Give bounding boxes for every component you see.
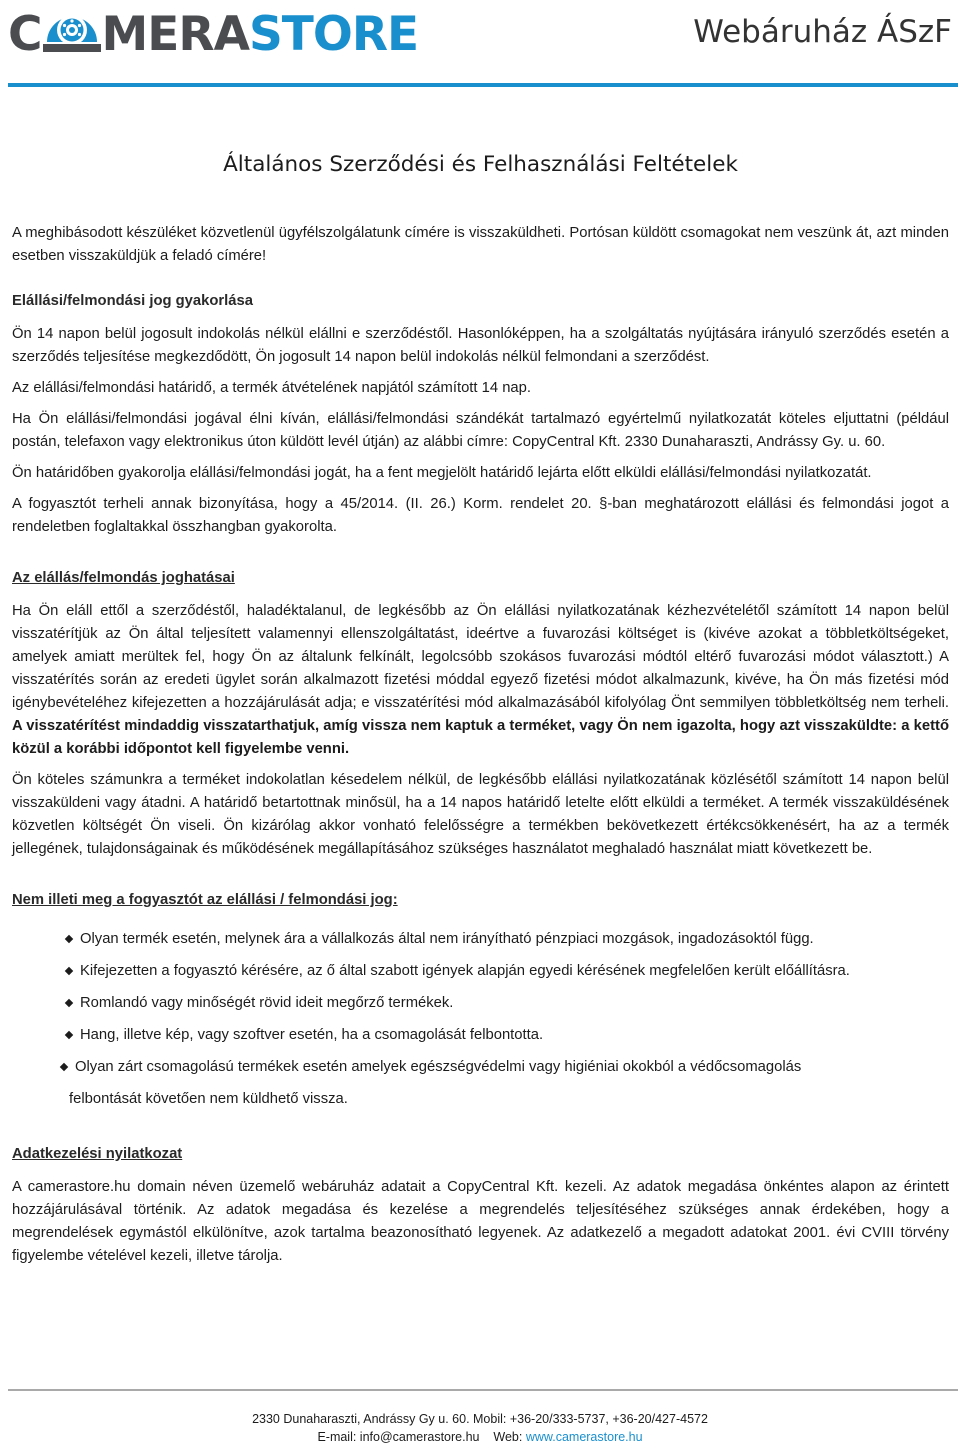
page-footer <box>0 1410 960 1446</box>
exceptions-list <box>12 928 949 1111</box>
withdrawal-heading: Elállási/felmondási jog gyakorlása <box>12 293 253 309</box>
logo-text-mera: MERA <box>101 6 249 62</box>
diamond-bullet-icon <box>60 1063 68 1071</box>
page-header <box>0 0 960 100</box>
list-item-text: Kifejezetten a fogyasztó kérésére, az ő által szabott igények alapján egyedi kérésének megfelelően került előállításra. <box>80 963 850 979</box>
withdrawal-paragraph-1: Ön 14 napon belül jogosult indokolás nélkül elállni e szerződéstől. Hasonlóképpen, ha a szolgáltatás nyújtására irányuló szerződés esetén a szerződés teljesítése megkezdődött, Ön jogosult 14 napon belül indokolás nélkül felmondani a szerződést. <box>12 326 949 365</box>
diamond-bullet-icon <box>65 999 73 1007</box>
withdrawal-paragraph-2: Az elállási/felmondási határidő, a termék átvételének napjától számított 14 nap. <box>12 380 532 396</box>
list-item-continuation: felbontását követően nem küldhető vissza. <box>69 1091 348 1107</box>
privacy-paragraph: A camerastore.hu domain néven üzemelő webáruház adatait a CopyCentral Kft. kezeli. Az adatok megadása önkéntes alapon az érintett hozzájárulásával történik. Az adatok megadása és kezelése a megrendelés teljesítéséhez szükséges annak érdekében, hogy a megrendelések egymástól elkülönítve, azok tartalma beazonosítható legyenek. Az adatkezelő a megadott adatokat 2001. évi CVIII törvény figyelembe vételével kezeli, illetve tárolja. <box>12 1179 949 1264</box>
diamond-bullet-icon <box>65 967 73 975</box>
list-item <box>80 928 949 951</box>
effects-paragraph-1 <box>12 600 949 761</box>
effects-paragraph-1-bold: A visszatérítést mindaddig visszatarthatjuk, amíg vissza nem kaptuk a terméket, vagy Ön nem igazolta, hogy azt visszaküldte: a kettő közül a korábbi időpontot kell figyelembe venni. <box>12 718 949 757</box>
camera-lens-icon <box>43 2 101 60</box>
effects-paragraph-2: Ön köteles számunkra a terméket indokolatlan késedelem nélkül, de legkésőbb elállási nyilatkozatának közlésétől számított 14 napon belül visszaküldeni vagy átadni. A határidő betartottnak minősül, ha a 14 napos határidő letelte előtt elküldi a terméket. A termék visszaküldésének közvetlen költségét Ön viseli. Ön kizárólag akkor vonható felelősségre a termékben bekövetkezett értékcsökkenésért, ha az a termék jellegének, tulajdonságainak és működésének megállapításához szükséges használatot meghaladó használat miatt következett be. <box>12 772 949 857</box>
footer-divider <box>8 1389 958 1391</box>
list-item-text: Olyan zárt csomagolású termékek esetén amelyek egészségvédelmi vagy higiéniai okokból a védőcsomagolás <box>75 1059 802 1075</box>
footer-address: 2330 Dunaharaszti, Andrássy Gy u. 60. Mobil: +36-20/333-5737, +36-20/427-4572 <box>252 1412 708 1426</box>
list-item-text: Romlandó vagy minőségét rövid ideit megőrző termékek. <box>80 995 454 1011</box>
footer-web-link[interactable]: www.camerastore.hu <box>525 1430 643 1444</box>
privacy-heading: Adatkezelési nyilatkozat <box>12 1146 183 1162</box>
logo-text-store: STORE <box>248 6 419 62</box>
list-item-text: Hang, illetve kép, vagy szoftver esetén, ha a csomagolását felbontotta. <box>80 1027 544 1043</box>
document-body <box>12 152 949 1276</box>
effects-heading: Az elállás/felmondás joghatásai <box>12 570 235 586</box>
header-divider <box>8 83 958 87</box>
footer-email[interactable]: E-mail: info@camerastore.hu <box>317 1430 480 1444</box>
list-item <box>80 1024 949 1047</box>
diamond-bullet-icon <box>65 1031 73 1039</box>
footer-contact <box>0 1428 960 1446</box>
logo-text-c: C <box>8 6 42 62</box>
page-header-title: Webáruház ÁSzF <box>693 14 952 50</box>
camerastore-logo[interactable] <box>8 2 418 66</box>
exceptions-heading: Nem illeti meg a fogyasztót az elállási / felmondási jog: <box>12 892 398 908</box>
withdrawal-paragraph-4: Ön határidőben gyakorolja elállási/felmondási jogát, ha a fent megjelölt határidő lejárta előtt elküldi elállási/felmondási nyilatkozatát. <box>12 465 872 481</box>
footer-web-label: Web: <box>493 1430 523 1444</box>
withdrawal-paragraph-5: A fogyasztót terheli annak bizonyítása, hogy a 45/2014. (II. 26.) Korm. rendelet 20. §-ban meghatározott elállási és felmondási jogot a rendeletben foglaltakkal összhangban gyakorolta. <box>12 496 949 535</box>
withdrawal-paragraph-3: Ha Ön elállási/felmondási jogával élni kíván, elállási/felmondási szándékát tartalmazó egyértelmű nyilatkozatát köteles eljuttatni (például postán, telefaxon vagy elektronikus úton küldött levél útján) az alábbi címre: CopyCentral Kft. 2330 Dunaharaszti, Andrássy Gy. u. 60. <box>12 411 949 450</box>
document-title: Általános Szerződési és Felhasználási Feltételek <box>223 152 738 177</box>
list-item-text: Olyan termék esetén, melynek ára a vállalkozás által nem irányítható pénzpiaci mozgások, ingadozásoktól függ. <box>80 931 814 947</box>
list-item <box>80 960 949 983</box>
diamond-bullet-icon <box>65 935 73 943</box>
intro-paragraph: A meghibásodott készüléket közvetlenül ügyfélszolgálatunk címére is visszaküldheti. Portósan küldött csomagokat nem veszünk át, azt minden esetben visszaküldjük a feladó címére! <box>12 225 949 264</box>
effects-paragraph-1-text: Ha Ön eláll ettől a szerződéstől, haladéktalanul, de legkésőbb az Ön elállási nyilatkozatának kézhezvételétől számított 14 napon belül visszatérítjük az Ön által teljesített valamennyi ellenszolgáltatást, ideértve a fuvarozási költséget is (kivéve azokat a többletköltségeket, amelyek amiatt merültek fel, hogy Ön az általunk felkínált, legolcsóbb szokásos fuvarozási módtól eltérő fuvarozási módot választott.) A visszatérítés során az eredeti ügylet során alkalmazott fizetési móddal egyező fizetési módot alkalmazunk, kivéve, ha Ön más fizetési mód igénybevételéhez kifejezetten a hozzájárulását adja; e visszatérítési mód alkalmazásából kifolyólag Önt semmilyen többletköltség nem terheli. <box>12 603 949 711</box>
list-item <box>80 992 949 1015</box>
list-item <box>69 1056 949 1111</box>
